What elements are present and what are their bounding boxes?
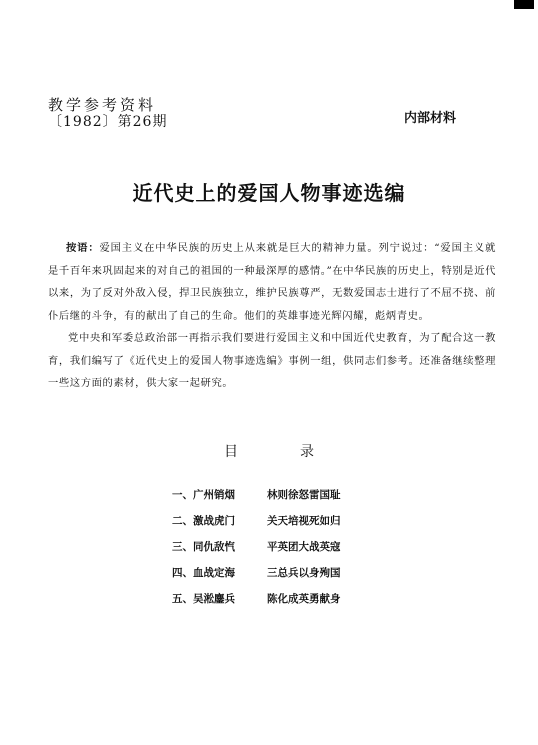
toc-topic: 关天培视死如归 — [267, 515, 341, 527]
series-name: 教学参考资料 — [48, 96, 157, 114]
toc-item — [172, 513, 341, 539]
toc-section: 三、同仇敌忾 — [172, 541, 235, 553]
classification-label: 内部材料 — [404, 111, 457, 126]
toc-topic: 平英团大战英寇 — [267, 541, 341, 553]
editor-note-label: 按语： — [66, 242, 100, 254]
toc-topic: 三总兵以身殉国 — [267, 567, 341, 579]
toc-topic: 林则徐怒雷国耻 — [267, 489, 341, 501]
toc-item — [172, 487, 341, 513]
toc-item — [172, 565, 341, 591]
toc-heading-char-2: 录 — [300, 444, 314, 460]
toc-item — [172, 539, 341, 565]
toc-heading — [0, 441, 538, 461]
document-header — [48, 96, 167, 131]
body-paragraph: 党中央和军委总政治部一再指示我们要进行爱国主义和中国近代史教育，为了配合这一教育，我们编写了《近代史上的爱国人物事迹选编》事例一组，供同志们参考。还准备继续整理一些这方面的素材，供大家一起研究。 — [48, 332, 496, 389]
toc-section: 一、广州销烟 — [172, 489, 235, 501]
editor-note-text: 爱国主义在中华民族的历史上从来就是巨大的精神力量。列宁说过：“爱国主义就是千百年来巩固起来的对自己的祖国的一种最深厚的感情。”在中华民族的历史上，特别是近代以来，为了反对外敌入侵，捍卫民族独立，维护民族尊严，无数爱国志士进行了不屈不挠、前仆后继的斗争，有的献出了自己的生命。他们的英雄事迹光辉闪耀，彪炳青史。 — [48, 242, 496, 322]
toc-section: 二、激战虎门 — [172, 515, 235, 527]
toc-heading-char-1: 目 — [224, 444, 238, 460]
toc-section: 四、血战定海 — [172, 567, 235, 579]
issue-number: 〔1982〕第26期 — [48, 114, 168, 130]
document-body — [48, 237, 496, 395]
table-of-contents — [172, 487, 341, 617]
toc-section: 五、吴淞鏖兵 — [172, 593, 235, 605]
editor-note — [48, 237, 496, 327]
document-title: 近代史上的爱国人物事迹选编 — [132, 181, 406, 205]
toc-topic: 陈化成英勇献身 — [267, 593, 341, 605]
scan-corner-mark — [514, 0, 534, 9]
toc-item — [172, 591, 341, 617]
